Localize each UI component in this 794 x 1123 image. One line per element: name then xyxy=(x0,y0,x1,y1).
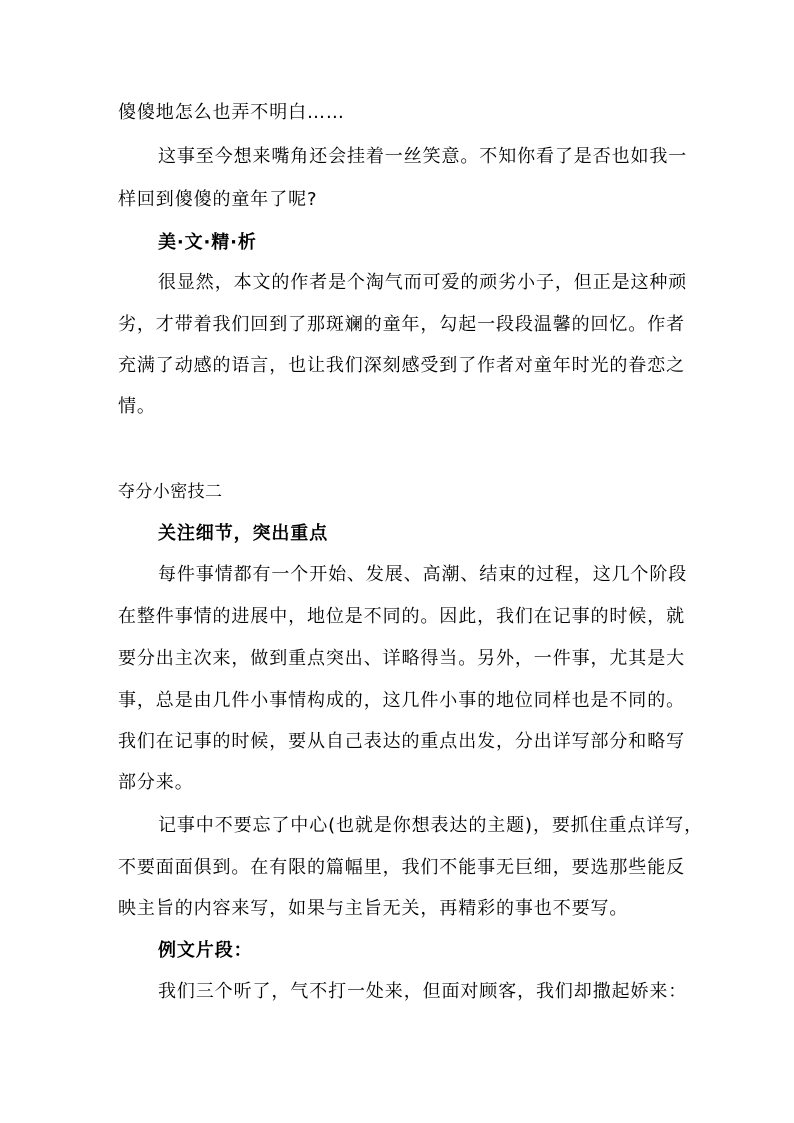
subtitle-appreciation: 美·文·精·析 xyxy=(158,232,257,253)
paragraph-3-line-4: 情。 xyxy=(118,396,156,417)
subtitle-example: 例文片段： xyxy=(158,940,253,961)
paragraph-4-line-3: 要分出主次来，做到重点突出、详略得当。另外，一件事，尤其是大 xyxy=(118,648,685,669)
paragraph-1-line-1: 傻傻地怎么也弄不明白…… xyxy=(118,102,345,123)
paragraph-3-line-1: 很显然，本文的作者是个淘气而可爱的顽劣小子，但正是这种顽 xyxy=(158,272,688,293)
paragraph-5-line-3: 映主旨的内容来写，如果与主旨无关，再精彩的事也不要写。 xyxy=(118,898,629,919)
paragraph-5-line-1: 记事中不要忘了中心(也就是你想表达的主题)，要抓住重点详写， xyxy=(158,815,704,836)
paragraph-4-line-2: 在整件事情的进展中，地位是不同的。因此，我们在记事的时候，就 xyxy=(118,606,685,627)
paragraph-5-line-2: 不要面面俱到。在有限的篇幅里，我们不能事无巨细，要选那些能反 xyxy=(118,857,685,878)
section-heading: 夺分小密技二 xyxy=(118,482,223,502)
paragraph-3-line-2: 劣，才带着我们回到了那斑斓的童年，勾起一段段温馨的回忆。作者 xyxy=(118,314,685,335)
paragraph-3-line-3: 充满了动感的语言，也让我们深刻感受到了作者对童年时光的眷恋之 xyxy=(118,355,685,376)
paragraph-4-line-6: 部分来。 xyxy=(118,772,194,793)
paragraph-6-line-1: 我们三个听了，气不打一处来，但面对顾客，我们却撒起娇来： xyxy=(158,981,688,1002)
paragraph-4-line-5: 我们在记事的时候，要从自己表达的重点出发，分出详写部分和略写 xyxy=(118,731,685,752)
paragraph-4-line-4: 事，总是由几件小事情构成的，这几件小事的地位同样也是不同的。 xyxy=(118,690,685,711)
paragraph-2-line-2: 样回到傻傻的童年了呢? xyxy=(118,189,318,210)
subtitle-focus-details: 关注细节，突出重点 xyxy=(158,523,329,544)
paragraph-2-line-1: 这事至今想来嘴角还会挂着一丝笑意。不知你看了是否也如我一 xyxy=(158,146,688,167)
paragraph-4-line-1: 每件事情都有一个开始、发展、高潮、结束的过程，这几个阶段 xyxy=(158,564,688,585)
